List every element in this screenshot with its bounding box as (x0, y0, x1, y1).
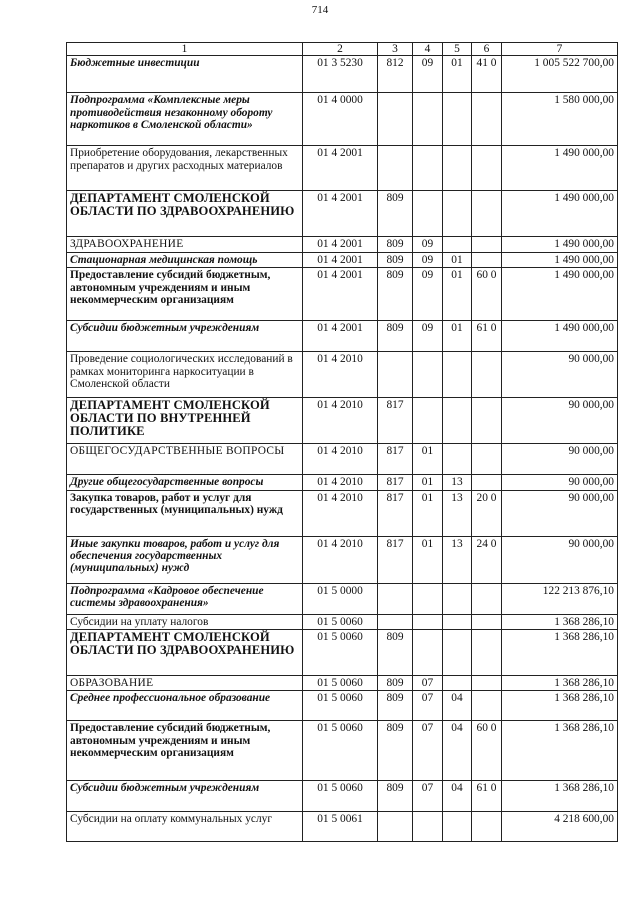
grbs-cell: 809 (378, 237, 413, 252)
column-header: 3 (378, 43, 413, 56)
section-cell: 01 (413, 475, 443, 490)
grbs-cell: 809 (378, 691, 413, 721)
amount-cell: 1 368 286,10 (502, 721, 618, 781)
row-name-cell: ЗДРАВООХРАНЕНИЕ (67, 237, 303, 252)
table-row (67, 56, 618, 93)
expense-type-cell: 61 0 (472, 781, 502, 812)
section-cell: 07 (413, 691, 443, 721)
table-row (67, 321, 618, 352)
grbs-cell: 809 (378, 191, 413, 237)
section-cell: 01 (413, 536, 443, 583)
subsection-cell: 04 (443, 721, 472, 781)
target-article-cell: 01 5 0061 (303, 812, 378, 842)
section-cell: 01 (413, 490, 443, 536)
table-row (67, 691, 618, 721)
section-cell: 09 (413, 321, 443, 352)
table-row (67, 630, 618, 676)
row-name-cell: Стационарная медицинская помощь (67, 252, 303, 267)
grbs-cell: 809 (378, 268, 413, 321)
grbs-cell: 809 (378, 721, 413, 781)
subsection-cell: 01 (443, 268, 472, 321)
subsection-cell: 13 (443, 536, 472, 583)
grbs-cell: 809 (378, 252, 413, 267)
grbs-cell: 817 (378, 490, 413, 536)
target-article-cell: 01 4 2010 (303, 352, 378, 398)
expense-type-cell (472, 475, 502, 490)
header-row (67, 43, 618, 56)
target-article-cell: 01 5 0060 (303, 676, 378, 691)
expense-type-cell (472, 630, 502, 676)
amount-cell: 1 490 000,00 (502, 252, 618, 267)
table-row (67, 444, 618, 475)
section-cell: 09 (413, 268, 443, 321)
expense-type-cell (472, 614, 502, 629)
table-row (67, 490, 618, 536)
grbs-cell: 809 (378, 630, 413, 676)
target-article-cell: 01 4 2001 (303, 237, 378, 252)
table-row (67, 475, 618, 490)
target-article-cell: 01 4 2001 (303, 252, 378, 267)
grbs-cell: 812 (378, 56, 413, 93)
column-header: 1 (67, 43, 303, 56)
expense-type-cell (472, 93, 502, 146)
amount-cell: 1 005 522 700,00 (502, 56, 618, 93)
target-article-cell: 01 4 2010 (303, 475, 378, 490)
table-row (67, 252, 618, 267)
table-row (67, 191, 618, 237)
row-name-cell: ОБРАЗОВАНИЕ (67, 676, 303, 691)
subsection-cell: 13 (443, 490, 472, 536)
expense-type-cell (472, 676, 502, 691)
grbs-cell (378, 352, 413, 398)
target-article-cell: 01 5 0060 (303, 614, 378, 629)
row-name-cell: Другие общегосударственные вопросы (67, 475, 303, 490)
section-cell (413, 146, 443, 191)
amount-cell: 90 000,00 (502, 444, 618, 475)
amount-cell: 1 490 000,00 (502, 321, 618, 352)
grbs-cell: 809 (378, 676, 413, 691)
target-article-cell: 01 4 2010 (303, 490, 378, 536)
row-name-cell: Предоставление субсидий бюджетным, автономным учреждениям и иным некоммерческим организациям (67, 721, 303, 781)
table-row (67, 812, 618, 842)
grbs-cell (378, 812, 413, 842)
amount-cell: 1 580 000,00 (502, 93, 618, 146)
row-name-cell: Субсидии бюджетным учреждениям (67, 321, 303, 352)
expense-type-cell (472, 237, 502, 252)
row-name-cell: ДЕПАРТАМЕНТ СМОЛЕНСКОЙ ОБЛАСТИ ПО ЗДРАВООХРАНЕНИЮ (67, 191, 303, 237)
column-header: 6 (472, 43, 502, 56)
target-article-cell: 01 5 0060 (303, 630, 378, 676)
expense-type-cell (472, 398, 502, 444)
row-name-cell: Среднее профессиональное образование (67, 691, 303, 721)
amount-cell: 1 368 286,10 (502, 691, 618, 721)
section-cell (413, 812, 443, 842)
target-article-cell: 01 4 2001 (303, 191, 378, 237)
table-row (67, 237, 618, 252)
column-header: 7 (502, 43, 618, 56)
amount-cell: 1 368 286,10 (502, 630, 618, 676)
grbs-cell: 817 (378, 444, 413, 475)
table-row (67, 781, 618, 812)
table-row (67, 93, 618, 146)
column-header: 2 (303, 43, 378, 56)
amount-cell: 1 368 286,10 (502, 781, 618, 812)
expense-type-cell (472, 691, 502, 721)
expense-type-cell: 60 0 (472, 268, 502, 321)
table-row (67, 146, 618, 191)
row-name-cell: Подпрограмма «Кадровое обеспечение системы здравоохранения» (67, 583, 303, 614)
subsection-cell (443, 583, 472, 614)
section-cell: 07 (413, 721, 443, 781)
subsection-cell (443, 191, 472, 237)
subsection-cell (443, 630, 472, 676)
amount-cell: 1 490 000,00 (502, 268, 618, 321)
amount-cell: 90 000,00 (502, 352, 618, 398)
target-article-cell: 01 4 2010 (303, 536, 378, 583)
expense-type-cell (472, 352, 502, 398)
row-name-cell: Субсидии на оплату коммунальных услуг (67, 812, 303, 842)
subsection-cell (443, 237, 472, 252)
section-cell: 07 (413, 676, 443, 691)
row-name-cell: Субсидии на уплату налогов (67, 614, 303, 629)
target-article-cell: 01 5 0060 (303, 691, 378, 721)
subsection-cell (443, 676, 472, 691)
subsection-cell: 04 (443, 781, 472, 812)
expense-type-cell (472, 812, 502, 842)
table-row (67, 583, 618, 614)
table-row (67, 536, 618, 583)
grbs-cell: 809 (378, 321, 413, 352)
amount-cell: 4 218 600,00 (502, 812, 618, 842)
column-header: 4 (413, 43, 443, 56)
row-name-cell: Иные закупки товаров, работ и услуг для обеспечения государственных (муниципальных) нужд (67, 536, 303, 583)
expense-type-cell: 61 0 (472, 321, 502, 352)
amount-cell: 1 368 286,10 (502, 614, 618, 629)
page-number: 714 (311, 4, 329, 16)
table-row (67, 268, 618, 321)
budget-table (66, 42, 618, 842)
section-cell: 09 (413, 237, 443, 252)
target-article-cell: 01 4 2010 (303, 444, 378, 475)
section-cell: 09 (413, 56, 443, 93)
amount-cell: 122 213 876,10 (502, 583, 618, 614)
subsection-cell: 01 (443, 321, 472, 352)
table-row (67, 614, 618, 629)
row-name-cell: Бюджетные инвестиции (67, 56, 303, 93)
section-cell (413, 630, 443, 676)
table-row (67, 676, 618, 691)
expense-type-cell (472, 146, 502, 191)
expense-type-cell: 41 0 (472, 56, 502, 93)
amount-cell: 90 000,00 (502, 475, 618, 490)
row-name-cell: Предоставление субсидий бюджетным, автономным учреждениям и иным некоммерческим организациям (67, 268, 303, 321)
row-name-cell: Приобретение оборудования, лекарственных препаратов и других расходных материалов (67, 146, 303, 191)
row-name-cell: ДЕПАРТАМЕНТ СМОЛЕНСКОЙ ОБЛАСТИ ПО ВНУТРЕННЕЙ ПОЛИТИКЕ (67, 398, 303, 444)
target-article-cell: 01 5 0060 (303, 721, 378, 781)
grbs-cell: 817 (378, 536, 413, 583)
subsection-cell (443, 812, 472, 842)
grbs-cell (378, 93, 413, 146)
section-cell (413, 583, 443, 614)
target-article-cell: 01 4 2001 (303, 268, 378, 321)
subsection-cell: 01 (443, 56, 472, 93)
amount-cell: 90 000,00 (502, 536, 618, 583)
grbs-cell (378, 583, 413, 614)
grbs-cell: 809 (378, 781, 413, 812)
column-header: 5 (443, 43, 472, 56)
target-article-cell: 01 4 0000 (303, 93, 378, 146)
row-name-cell: Закупка товаров, работ и услуг для государственных (муниципальных) нужд (67, 490, 303, 536)
subsection-cell (443, 444, 472, 475)
target-article-cell: 01 3 5230 (303, 56, 378, 93)
section-cell (413, 191, 443, 237)
expense-type-cell (472, 191, 502, 237)
subsection-cell: 13 (443, 475, 472, 490)
expense-type-cell (472, 444, 502, 475)
row-name-cell: Подпрограмма «Комплексные меры противодействия незаконному обороту наркотиков в Смоленской области» (67, 93, 303, 146)
amount-cell: 1 490 000,00 (502, 191, 618, 237)
amount-cell: 1 368 286,10 (502, 676, 618, 691)
grbs-cell: 817 (378, 398, 413, 444)
section-cell (413, 93, 443, 146)
expense-type-cell: 20 0 (472, 490, 502, 536)
table-row (67, 352, 618, 398)
target-article-cell: 01 4 2001 (303, 146, 378, 191)
row-name-cell: Проведение социологических исследований в рамках мониторинга наркоситуации в Смоленской области (67, 352, 303, 398)
amount-cell: 90 000,00 (502, 490, 618, 536)
target-article-cell: 01 4 2001 (303, 321, 378, 352)
amount-cell: 1 490 000,00 (502, 237, 618, 252)
section-cell (413, 398, 443, 444)
expense-type-cell (472, 252, 502, 267)
amount-cell: 1 490 000,00 (502, 146, 618, 191)
grbs-cell (378, 146, 413, 191)
target-article-cell: 01 5 0000 (303, 583, 378, 614)
row-name-cell: ДЕПАРТАМЕНТ СМОЛЕНСКОЙ ОБЛАСТИ ПО ЗДРАВООХРАНЕНИЮ (67, 630, 303, 676)
target-article-cell: 01 4 2010 (303, 398, 378, 444)
target-article-cell: 01 5 0060 (303, 781, 378, 812)
expense-type-cell (472, 583, 502, 614)
section-cell (413, 614, 443, 629)
grbs-cell (378, 614, 413, 629)
expense-type-cell: 24 0 (472, 536, 502, 583)
subsection-cell (443, 146, 472, 191)
section-cell (413, 352, 443, 398)
subsection-cell (443, 93, 472, 146)
table-row (67, 398, 618, 444)
row-name-cell: Субсидии бюджетным учреждениям (67, 781, 303, 812)
subsection-cell (443, 614, 472, 629)
subsection-cell: 04 (443, 691, 472, 721)
subsection-cell (443, 352, 472, 398)
amount-cell: 90 000,00 (502, 398, 618, 444)
subsection-cell (443, 398, 472, 444)
expense-type-cell: 60 0 (472, 721, 502, 781)
section-cell: 09 (413, 252, 443, 267)
grbs-cell: 817 (378, 475, 413, 490)
table-row (67, 721, 618, 781)
row-name-cell: ОБЩЕГОСУДАРСТВЕННЫЕ ВОПРОСЫ (67, 444, 303, 475)
section-cell: 07 (413, 781, 443, 812)
subsection-cell: 01 (443, 252, 472, 267)
section-cell: 01 (413, 444, 443, 475)
